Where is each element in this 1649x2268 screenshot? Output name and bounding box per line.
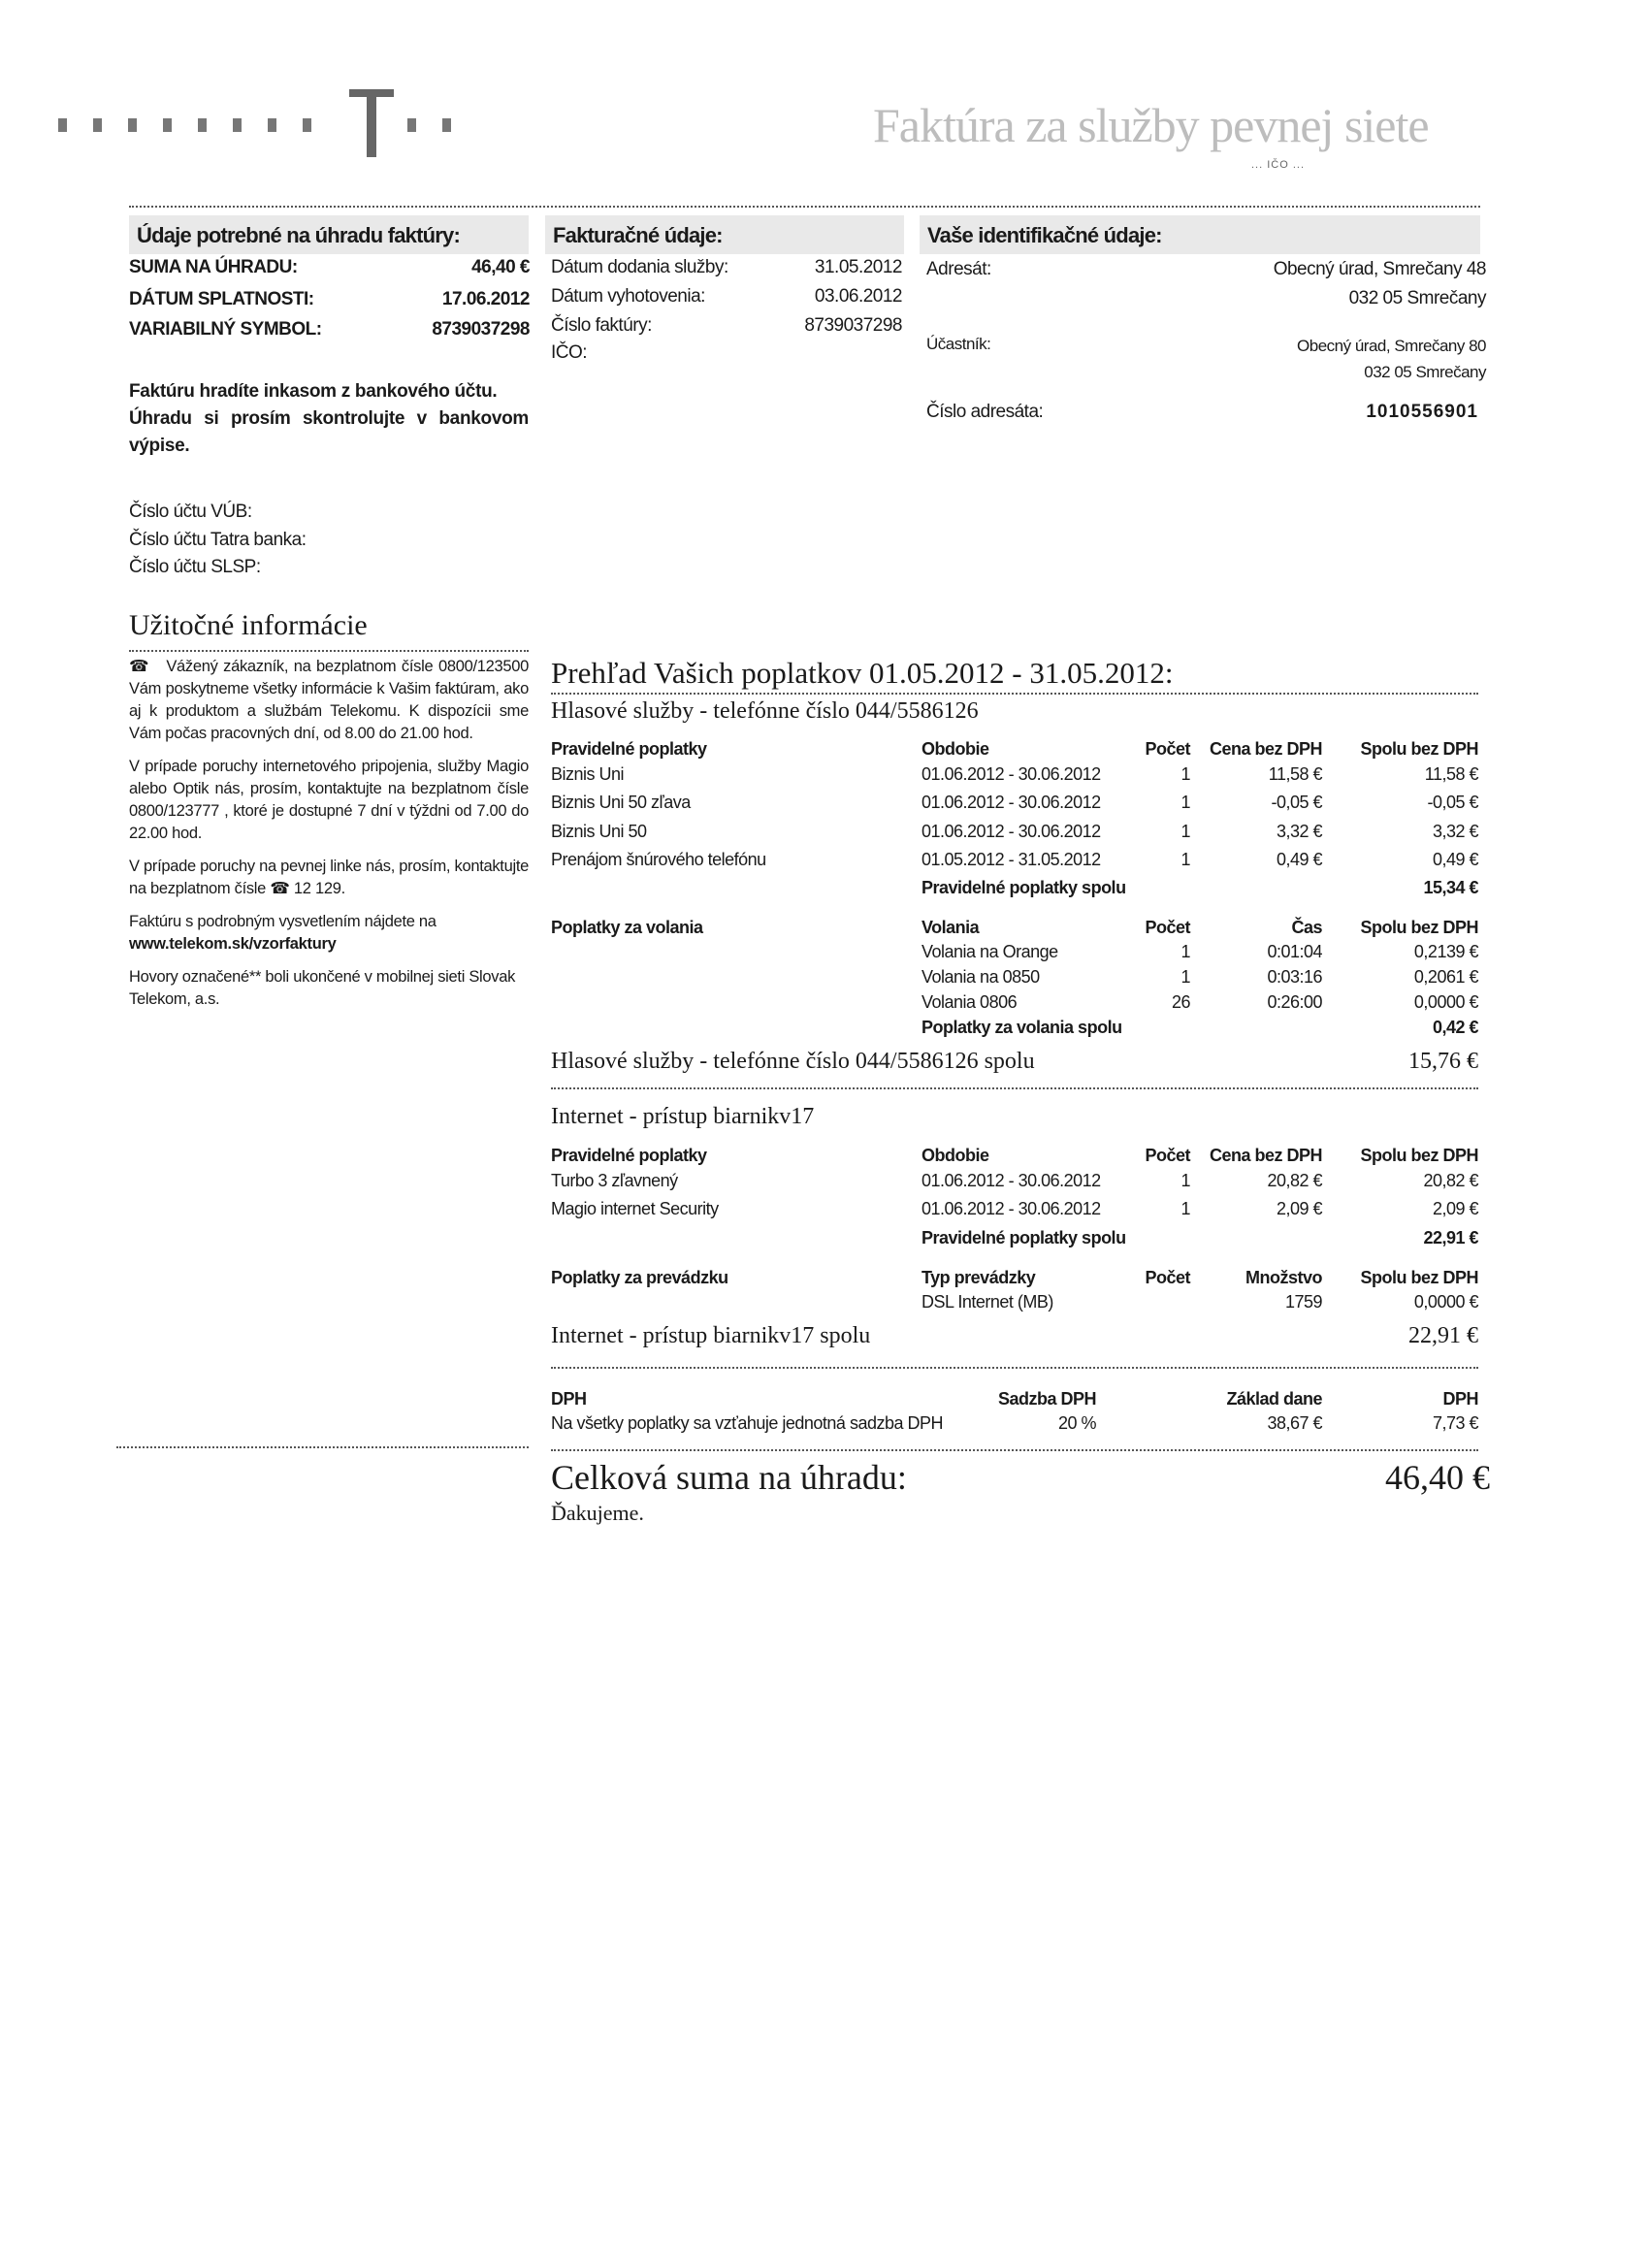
voice-total-label: Hlasové služby - telefónne číslo 044/5586126 spolu — [551, 1049, 1035, 1074]
calls-header — [551, 914, 1478, 941]
item-total: 11,58 € — [1424, 764, 1478, 784]
table-row — [551, 938, 1478, 965]
thanks-text: Ďakujeme. — [551, 1501, 644, 1525]
payment-heading-band — [129, 215, 529, 254]
item-period: 01.05.2012 - 31.05.2012 — [922, 850, 1101, 869]
col-header: Spolu bez DPH — [1360, 1146, 1478, 1165]
vat-header — [551, 1385, 1478, 1412]
vat-amount: 7,73 € — [1432, 1413, 1478, 1433]
call-count: 1 — [1180, 942, 1190, 961]
table-row — [551, 1288, 1478, 1315]
col-header: Typ prevádzky — [922, 1268, 1036, 1287]
sum-value: 46,40 € — [471, 257, 530, 277]
billing-heading: Fakturačné údaje: — [553, 223, 723, 247]
traffic-total: 0,0000 € — [1413, 1292, 1478, 1312]
call-total: 0,2139 € — [1413, 942, 1478, 961]
item-total: 3,32 € — [1432, 822, 1478, 841]
call-type: Volania na Orange — [922, 942, 1058, 961]
invoice-guide-link[interactable]: www.telekom.sk/vzorfaktury — [129, 935, 337, 953]
divider — [129, 206, 1480, 208]
col-header: Počet — [1145, 1146, 1190, 1165]
item-count: 1 — [1180, 764, 1190, 784]
notice-line-2: Úhradu si prosím skontrolujte v bankovom výpise. — [129, 408, 529, 456]
col-header: Obdobie — [922, 1146, 989, 1165]
notice-line-1: Faktúru hradíte inkasom z bankového účtu. — [129, 381, 498, 402]
internet-total-value: 22,91 € — [1408, 1323, 1478, 1348]
call-duration: 0:01:04 — [1267, 942, 1322, 961]
divider — [551, 1367, 1478, 1369]
item-count: 1 — [1180, 850, 1190, 869]
invoice-number-value: 8739037298 — [804, 315, 902, 336]
table-row — [551, 1167, 1478, 1194]
due-date-value: 17.06.2012 — [441, 289, 530, 309]
col-header: Spolu bez DPH — [1360, 918, 1478, 937]
subtotal-label: Pravidelné poplatky spolu — [922, 1228, 1126, 1247]
call-total: 0,0000 € — [1413, 992, 1478, 1012]
item-total: 20,82 € — [1423, 1171, 1478, 1190]
col-header: Obdobie — [922, 739, 989, 759]
call-type: Volania 0806 — [922, 992, 1018, 1012]
overview-title-text: Prehľad Vašich poplatkov 01.05.2012 - 31.05.2012: — [551, 656, 1174, 690]
item-price: -0,05 € — [1271, 793, 1322, 812]
col-header: Spolu bez DPH — [1360, 1268, 1478, 1287]
col-header: Poplatky za prevádzku — [551, 1268, 728, 1287]
traffic-header — [551, 1264, 1478, 1291]
call-count: 26 — [1171, 992, 1190, 1012]
item-period: 01.06.2012 - 30.06.2012 — [922, 1171, 1101, 1190]
table-row — [551, 818, 1478, 845]
call-total: 0,2061 € — [1413, 967, 1478, 987]
item-price: 20,82 € — [1267, 1171, 1322, 1190]
sum-label: SUMA NA ÚHRADU: — [129, 257, 298, 277]
col-header: Spolu bez DPH — [1360, 739, 1478, 759]
useful-info-heading: Užitočné informácie — [129, 609, 368, 641]
fault-line-number: 12 129. — [293, 880, 345, 897]
subtotal-value: 0,42 € — [1432, 1018, 1478, 1037]
grand-total-label: Celková suma na úhradu: — [551, 1458, 907, 1497]
voice-total-value: 15,76 € — [1408, 1049, 1478, 1074]
variable-symbol-value: 8739037298 — [432, 319, 530, 340]
subtotal-row — [551, 1224, 1478, 1251]
table-row — [551, 846, 1478, 873]
item-count: 1 — [1180, 822, 1190, 841]
item-count: 1 — [1180, 1199, 1190, 1218]
participant-label: Účastník: — [926, 335, 991, 353]
info-paragraph-5: Hovory označené** boli ukončené v mobilnej sieti Slovak Telekom, a.s. — [129, 968, 516, 1008]
due-date-label: DÁTUM SPLATNOSTI: — [129, 289, 314, 309]
col-header: Pravidelné poplatky — [551, 739, 707, 759]
col-header: Cena bez DPH — [1209, 739, 1322, 759]
subtotal-row — [551, 1014, 1478, 1041]
participant-line-1: Obecný úrad, Smrečany 80 — [1297, 337, 1486, 355]
item-total: 0,49 € — [1432, 850, 1478, 869]
col-header: Počet — [1145, 739, 1190, 759]
col-header: Množstvo — [1245, 1268, 1322, 1287]
item-name: Biznis Uni 50 zľava — [551, 793, 691, 812]
info-paragraph-3: V prípade poruchy na pevnej linke nás, prosím, kontaktujte na bezplatnom čísle — [129, 858, 529, 897]
item-total: 2,09 € — [1432, 1199, 1478, 1218]
table-row — [551, 963, 1478, 990]
useful-info-text — [129, 656, 529, 1021]
item-period: 01.06.2012 - 30.06.2012 — [922, 793, 1101, 812]
grand-total-row — [551, 1457, 1490, 1500]
item-period: 01.06.2012 - 30.06.2012 — [922, 1199, 1101, 1218]
table-row — [551, 789, 1478, 816]
billing-heading-band — [545, 215, 904, 254]
issue-date-value: 03.06.2012 — [814, 286, 902, 307]
traffic-type: DSL Internet (MB) — [922, 1292, 1053, 1312]
subtotal-label: Pravidelné poplatky spolu — [922, 878, 1126, 897]
col-header: Cena bez DPH — [1209, 1146, 1322, 1165]
vat-base: 38,67 € — [1267, 1413, 1322, 1433]
item-period: 01.06.2012 - 30.06.2012 — [922, 822, 1101, 841]
item-name: Biznis Uni 50 — [551, 822, 647, 841]
item-name: Prenájom šnúrového telefónu — [551, 850, 766, 869]
divider — [551, 693, 1478, 695]
addressee-label: Adresát: — [926, 259, 991, 279]
internet-total-label: Internet - prístup biarnikv17 spolu — [551, 1323, 871, 1348]
addressee-line-2: 032 05 Smrečany — [1348, 288, 1486, 308]
col-header: Volania — [922, 918, 980, 937]
document-title: Faktúra za služby pevnej siete — [873, 98, 1429, 152]
subtotal-value: 22,91 € — [1423, 1228, 1478, 1247]
variable-symbol-label: VARIABILNÝ SYMBOL: — [129, 319, 322, 340]
voice-total-row — [551, 1049, 1478, 1078]
payment-heading: Údaje potrebné na úhradu faktúry: — [137, 223, 460, 247]
customer-number-label: Číslo adresáta: — [926, 402, 1044, 422]
col-header: Základ dane — [1226, 1389, 1322, 1409]
delivery-date-value: 31.05.2012 — [814, 257, 902, 277]
ico-label: IČO: — [551, 342, 588, 363]
col-header: DPH — [551, 1389, 587, 1409]
col-header: Poplatky za volania — [551, 918, 703, 937]
phone-icon: ☎ — [129, 658, 150, 675]
divider — [129, 650, 529, 652]
item-count: 1 — [1180, 793, 1190, 812]
call-type: Volania na 0850 — [922, 967, 1040, 987]
subtotal-row — [551, 874, 1478, 901]
col-header: DPH — [1442, 1389, 1478, 1409]
table-row — [551, 761, 1478, 788]
item-name: Magio internet Security — [551, 1199, 719, 1218]
call-count: 1 — [1180, 967, 1190, 987]
item-price: 11,58 € — [1268, 764, 1322, 784]
internet-regular-header — [551, 1142, 1478, 1169]
traffic-amount: 1759 — [1284, 1292, 1322, 1312]
col-header: Pravidelné poplatky — [551, 1146, 707, 1165]
grand-total-value: 46,40 € — [1385, 1458, 1490, 1497]
account-vub: Číslo účtu VÚB: — [129, 502, 252, 522]
divider — [551, 1449, 1478, 1451]
item-price: 3,32 € — [1276, 822, 1322, 841]
vat-row — [551, 1409, 1478, 1437]
internet-title-text: Internet - prístup biarnikv17 — [551, 1104, 815, 1129]
info-paragraph-2: V prípade poruchy internetového pripojenia, služby Magio alebo Optik nás, prosím, kontaktujte na bezplatnom čísle 0800/123777 , ktoré je dostupné 7 dní v týždni od 7.00 do 22.00 hod. — [129, 758, 529, 842]
item-total: -0,05 € — [1427, 793, 1478, 812]
item-period: 01.06.2012 - 30.06.2012 — [922, 764, 1101, 784]
col-header: Počet — [1145, 1268, 1190, 1287]
customer-number-value: 1010556901 — [1366, 402, 1478, 422]
issue-date-label: Dátum vyhotovenia: — [551, 286, 705, 307]
telekom-logo — [58, 89, 436, 157]
divider — [551, 1087, 1478, 1089]
item-price: 0,49 € — [1276, 850, 1322, 869]
account-tatra: Číslo účtu Tatra banka: — [129, 530, 307, 550]
identification-heading: Vaše identifikačné údaje: — [927, 223, 1162, 247]
subtotal-label: Poplatky za volania spolu — [922, 1018, 1122, 1037]
account-slsp: Číslo účtu SLSP: — [129, 557, 261, 577]
delivery-date-label: Dátum dodania služby: — [551, 257, 728, 277]
invoice-number-label: Číslo faktúry: — [551, 315, 652, 336]
call-duration: 0:03:16 — [1267, 967, 1322, 987]
col-header: Sadzba DPH — [997, 1389, 1096, 1409]
header-fine-print: ... IČO ... — [1251, 159, 1306, 171]
participant-line-2: 032 05 Smrečany — [1364, 363, 1486, 381]
item-price: 2,09 € — [1276, 1199, 1322, 1218]
info-paragraph-1: Vážený zákazník, na bezplatnom čísle 0800/123500 Vám poskytneme všetky informácie k Vašim faktúram, ako aj k produktom a službám Telekomu. K dispozícii sme Vám počas pracovných dní, od 8.00 do 21.00 hod. — [129, 658, 529, 742]
vat-rate: 20 % — [1057, 1413, 1096, 1433]
identification-heading-band — [920, 215, 1480, 254]
vat-description: Na všetky poplatky sa vzťahuje jednotná sadzba DPH — [551, 1413, 943, 1433]
call-duration: 0:26:00 — [1267, 992, 1322, 1012]
addressee-line-1: Obecný úrad, Smrečany 48 — [1273, 259, 1486, 279]
direct-debit-notice — [129, 378, 529, 460]
overview-title — [551, 656, 1478, 695]
item-count: 1 — [1180, 1171, 1190, 1190]
item-name: Biznis Uni — [551, 764, 625, 784]
info-paragraph-4: Faktúru s podrobným vysvetlením nájdete na — [129, 913, 436, 930]
subtotal-value: 15,34 € — [1423, 878, 1478, 897]
col-header: Čas — [1291, 918, 1322, 937]
voice-regular-header — [551, 735, 1478, 762]
table-row — [551, 988, 1478, 1016]
phone-icon: ☎ — [270, 880, 290, 897]
divider — [116, 1446, 529, 1448]
col-header: Počet — [1145, 918, 1190, 937]
table-row — [551, 1195, 1478, 1222]
voice-title-text: Hlasové služby - telefónne číslo 044/5586126 — [551, 698, 979, 724]
internet-total-row — [551, 1323, 1478, 1352]
item-name: Turbo 3 zľavnený — [551, 1171, 678, 1190]
